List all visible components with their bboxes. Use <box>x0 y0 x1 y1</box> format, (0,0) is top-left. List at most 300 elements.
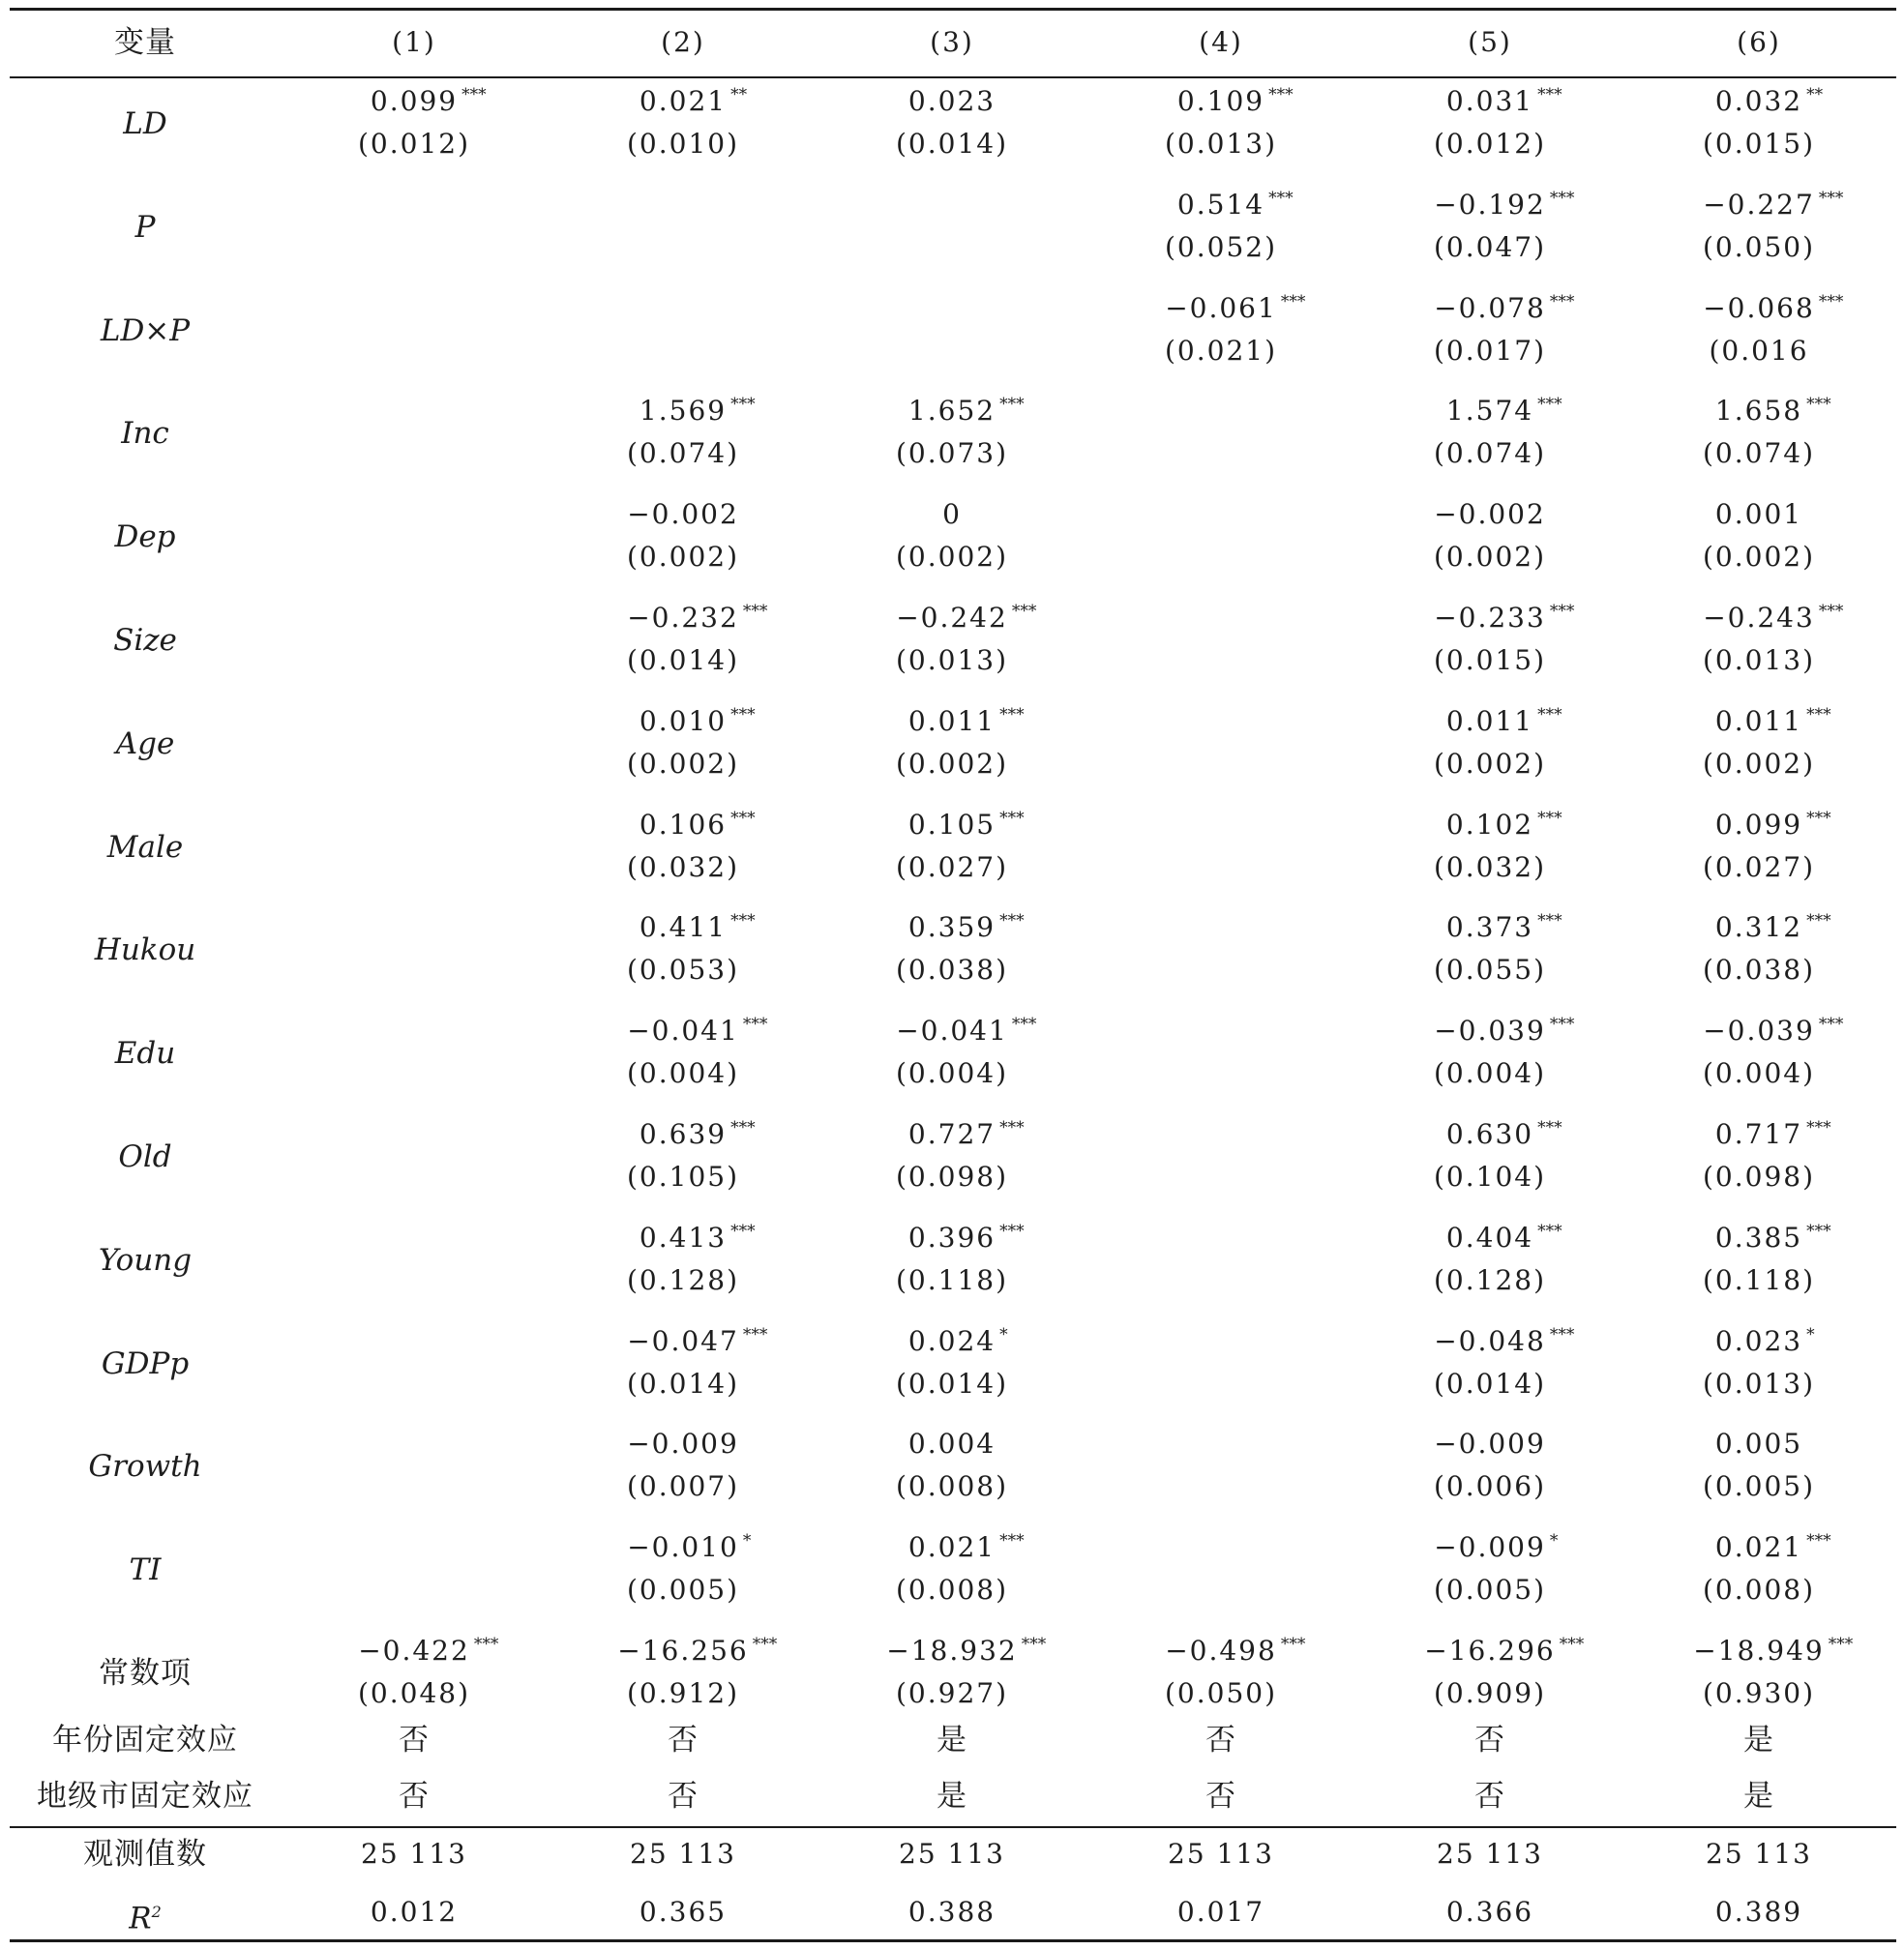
coefficient-value: −16.256 *** <box>617 1635 748 1668</box>
significance-stars: *** <box>1549 291 1575 311</box>
fixed-effect-value: 否 <box>399 1723 430 1758</box>
standard-error: (0.008) <box>895 1574 1009 1607</box>
coefficient-value: 0.099 *** <box>1715 809 1802 842</box>
stat-value: 25 113 <box>1706 1838 1812 1870</box>
coefficient <box>1703 291 1844 325</box>
standard-error: (0.014) <box>1433 1367 1547 1400</box>
significance-stars: * <box>999 1324 1008 1344</box>
row-label: Inc <box>121 416 169 452</box>
coefficient-value: 0.021 ** <box>640 85 727 118</box>
coefficient <box>907 395 1025 428</box>
coefficient <box>370 85 487 118</box>
fixed-effect-value: 否 <box>668 1779 699 1814</box>
row-label: Male <box>106 829 184 865</box>
coefficient <box>1176 85 1294 118</box>
bottom-rule <box>10 1939 1896 1942</box>
coefficient-value: 0.359 *** <box>908 911 996 944</box>
coefficient <box>907 1118 1025 1151</box>
standard-error: (0.002) <box>1702 747 1816 780</box>
coefficient <box>1176 188 1294 222</box>
standard-error: (0.032) <box>626 850 740 883</box>
standard-error: (0.038) <box>895 954 1009 987</box>
coefficient <box>1715 1428 1802 1461</box>
stat-value: 0.366 <box>1445 1896 1534 1928</box>
standard-error: (0.004) <box>1702 1057 1816 1090</box>
standard-error: (0.074) <box>626 437 740 470</box>
row-label: Dep <box>114 519 176 555</box>
coefficient <box>627 1531 752 1564</box>
row-label: LD×P <box>100 312 191 348</box>
significance-stars: * <box>1549 1531 1559 1551</box>
standard-error: (0.912) <box>626 1677 740 1709</box>
stats-rule <box>10 1826 1896 1828</box>
coefficient-value: −0.422 *** <box>358 1635 470 1668</box>
significance-stars: *** <box>1828 1635 1854 1654</box>
coefficient <box>639 85 748 118</box>
coefficient <box>1445 395 1562 428</box>
significance-stars: *** <box>1549 1324 1575 1344</box>
significance-stars: *** <box>461 85 487 104</box>
coefficient-value: 0.031 *** <box>1446 85 1533 118</box>
fixed-effect-value: 是 <box>937 1723 967 1758</box>
coefficient-value: −0.192 *** <box>1434 189 1546 222</box>
coefficient-value: −0.048 *** <box>1434 1325 1546 1358</box>
coefficient <box>639 1221 756 1255</box>
coefficient <box>1165 291 1306 325</box>
significance-stars: *** <box>999 808 1025 828</box>
standard-error: (0.098) <box>895 1161 1009 1193</box>
coefficient <box>1715 498 1802 531</box>
standard-error: (0.005) <box>626 1574 740 1607</box>
stat-value: 25 113 <box>630 1838 736 1870</box>
standard-error: (0.012) <box>1433 128 1547 160</box>
standard-error: (0.047) <box>1433 230 1547 263</box>
coefficient <box>1714 808 1831 842</box>
coefficient-value: 0.102 *** <box>1446 809 1533 842</box>
coefficient <box>639 808 756 842</box>
coefficient <box>358 1635 499 1668</box>
coefficient-value: −0.010 * <box>627 1531 739 1564</box>
standard-error: (0.013) <box>1164 128 1278 160</box>
fixed-effect-value: 否 <box>1474 1779 1505 1814</box>
coefficient <box>907 1324 1008 1358</box>
coefficient <box>1434 1531 1559 1564</box>
significance-stars: *** <box>999 1118 1025 1138</box>
coefficient <box>627 602 768 635</box>
coefficient <box>1714 1118 1831 1151</box>
significance-stars: *** <box>1537 1118 1562 1138</box>
row-label: Old <box>118 1139 172 1174</box>
coefficient <box>908 1428 996 1461</box>
coefficient-value: −0.009 * <box>1434 1531 1546 1564</box>
standard-error: (0.002) <box>1433 747 1547 780</box>
significance-stars: *** <box>742 602 768 621</box>
coefficient-value: −0.009 <box>1434 1428 1546 1461</box>
column-header: (1) <box>392 26 436 58</box>
significance-stars: *** <box>1559 1635 1585 1654</box>
coefficient-value: 0 <box>942 498 962 531</box>
standard-error: (0.010) <box>626 128 740 160</box>
coefficient-value: −0.041 *** <box>627 1015 739 1048</box>
standard-error: (0.013) <box>895 644 1009 676</box>
stat-value: 0.365 <box>639 1896 728 1928</box>
standard-error: (0.014) <box>626 644 740 676</box>
coefficient-value: 0.024 * <box>908 1325 996 1358</box>
coefficient <box>1703 602 1844 635</box>
standard-error: (0.032) <box>1433 850 1547 883</box>
row-label: P <box>134 209 156 245</box>
coefficient <box>1445 1118 1562 1151</box>
significance-stars: *** <box>1268 85 1294 104</box>
significance-stars: *** <box>1806 1118 1831 1138</box>
coefficient <box>1445 808 1562 842</box>
significance-stars: *** <box>1537 911 1562 931</box>
standard-error: (0.027) <box>895 850 1009 883</box>
fixed-effect-label: 年份固定效应 <box>52 1723 238 1758</box>
significance-stars: *** <box>742 1324 768 1344</box>
coefficient-value: 0.011 *** <box>1715 705 1802 738</box>
standard-error: (0.004) <box>895 1057 1009 1090</box>
significance-stars: *** <box>730 1118 756 1138</box>
standard-error: (0.118) <box>1702 1263 1816 1296</box>
significance-stars: *** <box>730 911 756 931</box>
standard-error: (0.005) <box>1433 1574 1547 1607</box>
coefficient <box>627 1015 768 1048</box>
coefficient-value: −0.009 <box>627 1428 739 1461</box>
standard-error: (0.016 <box>1709 334 1809 367</box>
stat-value: 25 113 <box>361 1838 467 1870</box>
coefficient <box>1434 291 1575 325</box>
coefficient-value: 0.109 *** <box>1177 85 1264 118</box>
significance-stars: *** <box>1549 188 1575 208</box>
coefficient <box>617 1635 778 1668</box>
standard-error: (0.927) <box>895 1677 1009 1709</box>
coefficient <box>627 1428 739 1461</box>
significance-stars: *** <box>999 911 1025 931</box>
coefficient <box>1434 498 1546 531</box>
standard-error: (0.002) <box>1702 541 1816 574</box>
standard-error: (0.105) <box>626 1161 740 1193</box>
row-label: Hukou <box>94 932 196 968</box>
significance-stars: *** <box>1806 1531 1831 1551</box>
coefficient-value: −16.296 *** <box>1424 1635 1555 1668</box>
coefficient-value: 0.032 ** <box>1715 85 1802 118</box>
coefficient <box>1714 1324 1815 1358</box>
coefficient-value: −18.949 *** <box>1693 1635 1824 1668</box>
coefficient-value: 0.373 *** <box>1446 911 1533 944</box>
coefficient <box>1434 602 1575 635</box>
standard-error: (0.050) <box>1702 230 1816 263</box>
standard-error: (0.002) <box>1433 541 1547 574</box>
coefficient <box>1714 85 1824 118</box>
standard-error: (0.008) <box>1702 1574 1816 1607</box>
standard-error: (0.074) <box>1433 437 1547 470</box>
significance-stars: *** <box>1537 704 1562 724</box>
significance-stars: *** <box>1806 704 1831 724</box>
significance-stars: *** <box>1818 602 1844 621</box>
coefficient <box>1434 1428 1546 1461</box>
coefficient <box>1714 704 1831 738</box>
standard-error: (0.930) <box>1702 1677 1816 1709</box>
standard-error: (0.004) <box>626 1057 740 1090</box>
standard-error: (0.002) <box>895 541 1009 574</box>
coefficient-value: 0.021 *** <box>1715 1531 1802 1564</box>
standard-error: (0.013) <box>1702 644 1816 676</box>
standard-error: (0.104) <box>1433 1161 1547 1193</box>
column-header: (2) <box>661 26 705 58</box>
coefficient-value: 0.021 *** <box>908 1531 996 1564</box>
column-header: (3) <box>930 26 974 58</box>
coefficient <box>639 1118 756 1151</box>
fixed-effect-value: 是 <box>1743 1723 1774 1758</box>
significance-stars: *** <box>1537 85 1562 104</box>
coefficient-value: 0.099 *** <box>371 85 458 118</box>
coefficient-value: 0.413 *** <box>640 1222 727 1255</box>
coefficient <box>1703 188 1844 222</box>
standard-error: (0.012) <box>357 128 471 160</box>
coefficient <box>896 602 1037 635</box>
stat-value: 0.388 <box>907 1896 997 1928</box>
standard-error: (0.015) <box>1702 128 1816 160</box>
standard-error: (0.118) <box>895 1263 1009 1296</box>
significance-stars: *** <box>1818 1015 1844 1035</box>
coefficient-value: 0.106 *** <box>640 809 727 842</box>
significance-stars: *** <box>1818 188 1844 208</box>
stat-value: 0.012 <box>370 1896 459 1928</box>
coefficient <box>639 911 756 944</box>
coefficient-value: 0.639 *** <box>640 1118 727 1151</box>
stat-value: 25 113 <box>899 1838 1005 1870</box>
fixed-effect-value: 是 <box>1743 1779 1774 1814</box>
coefficient-value: 0.105 *** <box>908 809 996 842</box>
coefficient <box>907 808 1025 842</box>
row-label: GDPp <box>101 1345 190 1381</box>
significance-stars: *** <box>1818 291 1844 311</box>
significance-stars: *** <box>1280 1635 1306 1654</box>
coefficient <box>1445 704 1562 738</box>
stat-value: 25 113 <box>1437 1838 1543 1870</box>
coefficient <box>1445 911 1562 944</box>
standard-error: (0.053) <box>626 954 740 987</box>
standard-error: (0.128) <box>626 1263 740 1296</box>
standard-error: (0.128) <box>1433 1263 1547 1296</box>
significance-stars: *** <box>730 1221 756 1241</box>
significance-stars: ** <box>1806 85 1824 104</box>
row-label: Young <box>98 1242 193 1278</box>
standard-error: (0.052) <box>1164 230 1278 263</box>
coefficient-value: 0.411 *** <box>640 911 727 944</box>
coefficient-value: 0.385 *** <box>1715 1222 1802 1255</box>
significance-stars: *** <box>730 704 756 724</box>
coefficient-value: 0.404 *** <box>1446 1222 1533 1255</box>
coefficient <box>886 1635 1047 1668</box>
coefficient <box>1703 1015 1844 1048</box>
stat-label-superscript: 2 <box>151 1903 162 1921</box>
coefficient-value: −0.047 *** <box>627 1325 739 1358</box>
significance-stars: *** <box>1549 1015 1575 1035</box>
standard-error: (0.004) <box>1433 1057 1547 1090</box>
standard-error: (0.027) <box>1702 850 1816 883</box>
coefficient-value: −0.498 *** <box>1165 1635 1277 1668</box>
coefficient <box>1165 1635 1306 1668</box>
coefficient <box>896 1015 1037 1048</box>
coefficient-value: 0.514 *** <box>1177 189 1264 222</box>
coefficient <box>627 1324 768 1358</box>
coefficient <box>907 1221 1025 1255</box>
column-header: (4) <box>1199 26 1243 58</box>
fixed-effect-value: 否 <box>668 1723 699 1758</box>
standard-error: (0.014) <box>626 1367 740 1400</box>
coefficient-value: 0.005 <box>1714 1428 1803 1461</box>
coefficient-value: −0.233 *** <box>1434 602 1546 635</box>
significance-stars: *** <box>1011 1015 1037 1035</box>
significance-stars: *** <box>1537 395 1562 415</box>
coefficient-value: 0.011 *** <box>908 705 996 738</box>
standard-error: (0.006) <box>1433 1470 1547 1503</box>
coefficient-value: 0.630 *** <box>1446 1118 1533 1151</box>
coefficient-value: 0.717 *** <box>1715 1118 1802 1151</box>
row-label: TI <box>129 1552 162 1588</box>
coefficient-value: −18.932 *** <box>886 1635 1017 1668</box>
standard-error: (0.909) <box>1433 1677 1547 1709</box>
significance-stars: * <box>1806 1324 1815 1344</box>
header-rule <box>10 76 1896 78</box>
standard-error: (0.038) <box>1702 954 1816 987</box>
standard-error: (0.008) <box>895 1470 1009 1503</box>
row-label: Edu <box>114 1036 176 1072</box>
coefficient <box>1714 911 1831 944</box>
top-rule <box>10 8 1896 11</box>
coefficient-value: −0.039 *** <box>1703 1015 1815 1048</box>
significance-stars: * <box>742 1531 752 1551</box>
coefficient <box>1424 1635 1585 1668</box>
stat-value: 0.389 <box>1714 1896 1803 1928</box>
coefficient <box>907 1531 1025 1564</box>
coefficient-value: 1.652 *** <box>908 395 996 428</box>
coefficient-value: 1.658 *** <box>1715 395 1802 428</box>
coefficient-value: −0.061 *** <box>1165 292 1277 325</box>
significance-stars: *** <box>1021 1635 1047 1654</box>
significance-stars: *** <box>1549 602 1575 621</box>
standard-error: (0.048) <box>357 1677 471 1709</box>
coefficient-value: −0.227 *** <box>1703 189 1815 222</box>
fixed-effect-value: 否 <box>1474 1723 1505 1758</box>
stat-value: 25 113 <box>1168 1838 1274 1870</box>
coefficient <box>907 704 1025 738</box>
coefficient-value: 0.312 *** <box>1715 911 1802 944</box>
significance-stars: *** <box>1268 188 1294 208</box>
coefficient <box>1434 188 1575 222</box>
coefficient-value: −0.243 *** <box>1703 602 1815 635</box>
standard-error: (0.073) <box>895 437 1009 470</box>
significance-stars: *** <box>1280 291 1306 311</box>
row-label: Size <box>113 623 177 658</box>
coefficient-value: 0.023 <box>907 85 997 117</box>
significance-stars: *** <box>1806 1221 1831 1241</box>
standard-error: (0.017) <box>1433 334 1547 367</box>
standard-error: (0.074) <box>1702 437 1816 470</box>
standard-error: (0.050) <box>1164 1677 1278 1709</box>
coefficient <box>639 704 756 738</box>
fixed-effect-label: 地级市固定效应 <box>37 1779 253 1814</box>
coefficient <box>1693 1635 1854 1668</box>
coefficient-value: −0.002 <box>1434 498 1546 531</box>
stat-value: 0.017 <box>1176 1896 1265 1928</box>
row-label: Age <box>115 725 175 761</box>
standard-error: (0.015) <box>1433 644 1547 676</box>
coefficient <box>1445 85 1562 118</box>
significance-stars: *** <box>999 1531 1025 1551</box>
coefficient <box>1714 1221 1831 1255</box>
stat-label: $R^2$ <box>129 1901 162 1936</box>
significance-stars: *** <box>1806 911 1831 931</box>
standard-error: (0.098) <box>1702 1161 1816 1193</box>
coefficient <box>1434 1015 1575 1048</box>
coefficient <box>1714 1531 1831 1564</box>
fixed-effect-value: 否 <box>399 1779 430 1814</box>
coefficient-value: −0.242 *** <box>896 602 1008 635</box>
significance-stars: *** <box>999 395 1025 415</box>
row-label: 常数项 <box>99 1656 192 1691</box>
standard-error: (0.002) <box>895 747 1009 780</box>
coefficient-value: 1.574 *** <box>1446 395 1533 428</box>
significance-stars: *** <box>1806 395 1831 415</box>
standard-error: (0.014) <box>895 1367 1009 1400</box>
fixed-effect-value: 否 <box>1205 1723 1236 1758</box>
row-label: Growth <box>88 1449 202 1485</box>
significance-stars: *** <box>473 1635 499 1654</box>
significance-stars: *** <box>1011 602 1037 621</box>
fixed-effect-value: 是 <box>937 1779 967 1814</box>
coefficient-value: −0.068 *** <box>1703 292 1815 325</box>
coefficient <box>1434 1324 1575 1358</box>
coefficient-value: 1.569 *** <box>640 395 727 428</box>
significance-stars: *** <box>999 1221 1025 1241</box>
standard-error: (0.055) <box>1433 954 1547 987</box>
standard-error: (0.005) <box>1702 1470 1816 1503</box>
coefficient <box>639 395 756 428</box>
standard-error: (0.002) <box>626 541 740 574</box>
coefficient-value: 0.004 <box>907 1428 997 1461</box>
coefficient-value: 0.011 *** <box>1446 705 1533 738</box>
coefficient-value: 0.001 <box>1714 498 1803 531</box>
significance-stars: ** <box>730 85 748 104</box>
coefficient-value: −0.041 *** <box>896 1015 1008 1048</box>
fixed-effect-value: 否 <box>1205 1779 1236 1814</box>
standard-error: (0.021) <box>1164 334 1278 367</box>
significance-stars: *** <box>999 704 1025 724</box>
coefficient-value: −0.039 *** <box>1434 1015 1546 1048</box>
significance-stars: *** <box>1806 808 1831 828</box>
standard-error: (0.002) <box>626 747 740 780</box>
coefficient-value: −0.232 *** <box>627 602 739 635</box>
coefficient <box>1445 1221 1562 1255</box>
coefficient <box>908 85 996 118</box>
significance-stars: *** <box>730 395 756 415</box>
coefficient-value: 0.727 *** <box>908 1118 996 1151</box>
significance-stars: *** <box>730 808 756 828</box>
coefficient <box>1714 395 1831 428</box>
row-label: LD <box>123 106 167 141</box>
coefficient <box>942 498 962 531</box>
column-header: (6) <box>1737 26 1781 58</box>
significance-stars: *** <box>1537 1221 1562 1241</box>
coefficient-value: 0.023 * <box>1715 1325 1802 1358</box>
significance-stars: *** <box>742 1015 768 1035</box>
significance-stars: *** <box>752 1635 778 1654</box>
coefficient-value: 0.396 *** <box>908 1222 996 1255</box>
standard-error: (0.007) <box>626 1470 740 1503</box>
